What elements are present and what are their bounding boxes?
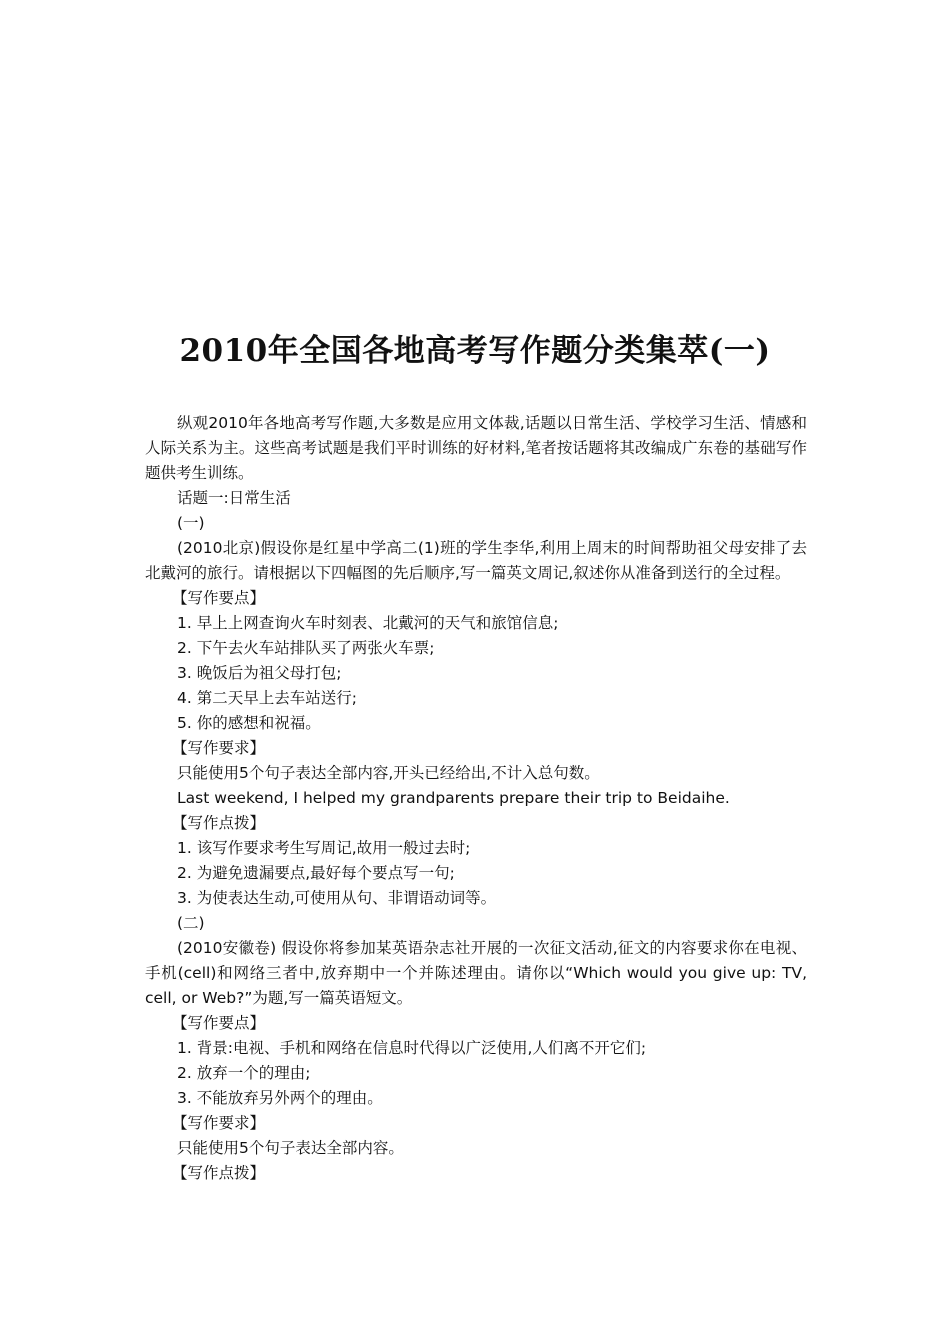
part1-point: 2. 下午去火车站排队买了两张火车票; (177, 639, 435, 657)
part1-tips-heading: 【写作点拨】 (172, 814, 266, 832)
part1-number: (一) (177, 514, 205, 532)
part2-requirement-heading: 【写作要求】 (172, 1114, 266, 1132)
part1-tip: 3. 为使表达生动,可使用从句、非谓语动词等。 (177, 889, 497, 907)
document-body (145, 411, 807, 1186)
page-title: 2010年全国各地高考写作题分类集萃(一) (179, 333, 771, 369)
part1-point: 5. 你的感想和祝福。 (177, 714, 321, 732)
part1-requirement: 只能使用5个句子表达全部内容,开头已经给出,不计入总句数。 (177, 764, 600, 782)
part2-point: 2. 放弃一个的理由; (177, 1064, 311, 1082)
part1-tip: 1. 该写作要求考生写周记,故用一般过去时; (177, 839, 471, 857)
part1-point: 3. 晚饭后为祖父母打包; (177, 664, 342, 682)
intro-paragraph: 纵观2010年各地高考写作题,大多数是应用文体裁,话题以日常生活、学校学习生活、情感和人际关系为主。这些高考试题是我们平时训练的好材料,笔者按话题将其改编成广东卷的基础写作题供考生训练。 (145, 414, 807, 482)
part2-prompt: (2010安徽卷) 假设你将参加某英语杂志社开展的一次征文活动,征文的内容要求你在电视、手机(cell)和网络三者中,放弃期中一个并陈述理由。请你以“Which would you give up: TV, cell, or Web?”为题,写一篇英语短文。 (145, 939, 807, 1007)
part2-points-heading: 【写作要点】 (172, 1014, 266, 1032)
topic-heading: 话题一:日常生活 (177, 489, 291, 507)
part1-point: 1. 早上上网查询火车时刻表、北戴河的天气和旅馆信息; (177, 614, 559, 632)
part2-tips-heading: 【写作点拨】 (172, 1164, 266, 1182)
part2-point: 3. 不能放弃另外两个的理由。 (177, 1089, 383, 1107)
part1-point: 4. 第二天早上去车站送行; (177, 689, 357, 707)
part1-tip: 2. 为避免遗漏要点,最好每个要点写一句; (177, 864, 455, 882)
part2-requirement: 只能使用5个句子表达全部内容。 (177, 1139, 404, 1157)
part1-points-heading: 【写作要点】 (172, 589, 266, 607)
part1-opening-sentence: Last weekend, I helped my grandparents prepare their trip to Beidaihe. (177, 789, 730, 807)
part1-requirement-heading: 【写作要求】 (172, 739, 266, 757)
part1-prompt: (2010北京)假设你是红星中学高二(1)班的学生李华,利用上周末的时间帮助祖父母安排了去北戴河的旅行。请根据以下四幅图的先后顺序,写一篇英文周记,叙述你从准备到送行的全过程。 (145, 539, 807, 582)
part2-point: 1. 背景:电视、手机和网络在信息时代得以广泛使用,人们离不开它们; (177, 1039, 647, 1057)
part2-number: (二) (177, 914, 205, 932)
